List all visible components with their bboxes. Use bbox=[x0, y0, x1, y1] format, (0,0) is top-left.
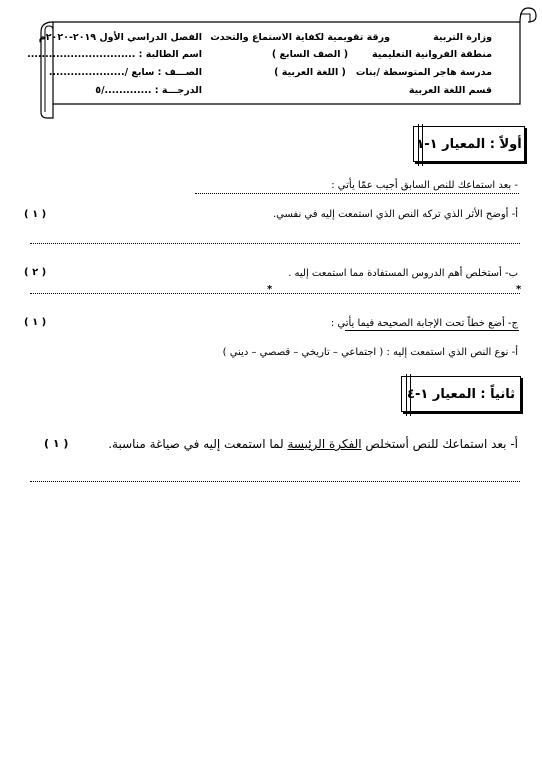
semester-label: الفصل الدراسي الأول ٢٠١٩-٢٠٢٠م bbox=[38, 32, 202, 43]
question-b-text: ب- أستخلص أهم الدروس المستفادة مما استمعت إليه . bbox=[288, 268, 518, 279]
class-field: الصـــف : سابع /..................... bbox=[48, 67, 202, 78]
question-c-mark: ( ١ ) bbox=[24, 317, 47, 328]
section-2-question-a bbox=[108, 437, 518, 451]
question-prefix: أ- بعد استماعك للنص أستخلص bbox=[361, 437, 518, 451]
main-idea-underlined: الفكرة الرئيسة bbox=[287, 437, 362, 451]
question-b-mark: ( ٢ ) bbox=[24, 267, 47, 278]
intro-underline bbox=[195, 193, 519, 194]
question-b-answer-line[interactable] bbox=[30, 293, 520, 294]
grade-level: ( الصف السابع ) bbox=[271, 49, 349, 60]
header-scroll-frame bbox=[0, 0, 542, 120]
ministry-label: وزارة التربية bbox=[433, 32, 492, 43]
department-label: قسم اللغة العربية bbox=[408, 85, 492, 96]
subject-name: ( اللغة العربية ) bbox=[274, 67, 346, 78]
question-a-answer-line[interactable] bbox=[30, 243, 520, 244]
question-a-text: أ- أوضح الأثر الذي تركه النص الذي استمعت إليه في نفسي. bbox=[272, 209, 518, 220]
question-c-text: ج- أضع خطاً تحت الإجابة الصحيحة فيما يأتي : bbox=[330, 318, 518, 329]
region-label: منطقة الفروانية التعليمية bbox=[372, 49, 492, 60]
section-2-answer-line[interactable] bbox=[30, 481, 520, 482]
question-a-mark: ( ١ ) bbox=[24, 209, 47, 220]
section-2-heading-text: ثانياً : المعيار ١-٤ bbox=[407, 386, 515, 402]
section-2-question-a-mark: ( ١ ) bbox=[44, 437, 69, 450]
question-c-sub-text[interactable]: أ- نوع النص الذي استمعت إليه : ( اجتماعي – تاريخي – قصصي – ديني ) bbox=[222, 347, 518, 358]
heading-tab-decoration bbox=[418, 124, 423, 166]
section-1-heading-text: أولاً : المعيار ١-١ bbox=[416, 136, 522, 152]
section-1-heading bbox=[413, 126, 525, 162]
section-2-heading bbox=[401, 376, 521, 412]
question-b-separator-star: * bbox=[267, 284, 273, 295]
sheet-title: ورقة تقويمية لكفاية الاستماع والتحدث bbox=[210, 32, 390, 43]
question-suffix: لما استمعت إليه في صياغة مناسبة. bbox=[108, 437, 288, 451]
question-b-separator-star-end: * bbox=[516, 284, 522, 295]
school-label: مدرسة هاجر المتوسطة /بنات bbox=[355, 67, 492, 78]
grade-field: الدرجـــة : ............./٥ bbox=[95, 85, 202, 96]
question-c-underline bbox=[345, 330, 519, 331]
section-1-intro: - بعد استماعك للنص السابق أجيب عمّا يأتي : bbox=[331, 180, 518, 191]
heading-tab-decoration bbox=[406, 374, 411, 416]
student-name-field: اسم الطالبة : .............................. bbox=[27, 49, 202, 60]
